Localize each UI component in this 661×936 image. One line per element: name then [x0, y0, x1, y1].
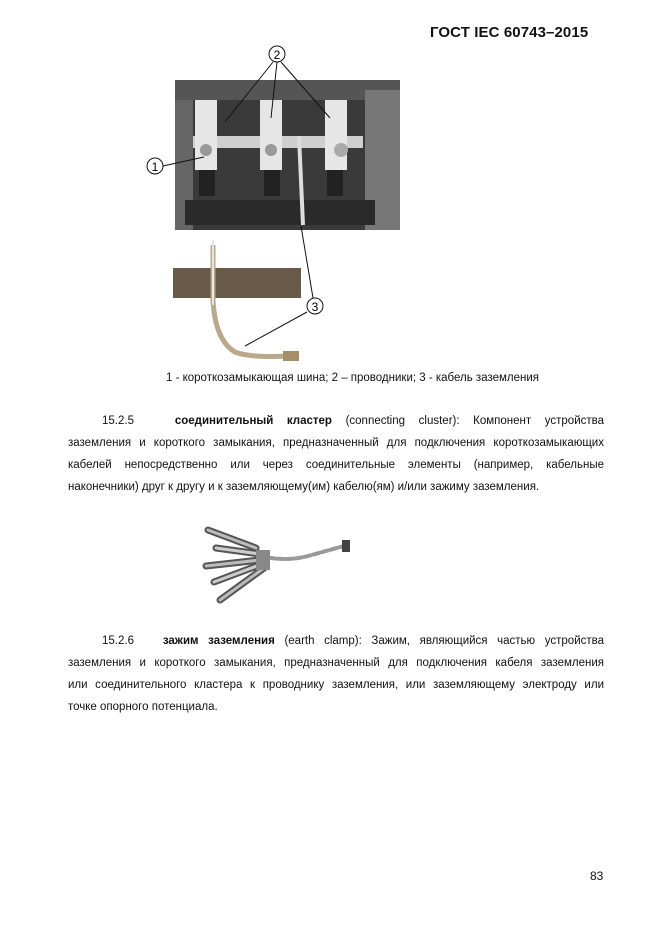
callout-3: 3 [311, 300, 319, 314]
figure-shorting-bar-photo [165, 40, 415, 370]
para-line: или соединительного кластера к проводнику заземления, или заземляющему электроду или [68, 679, 604, 691]
para-line: точке опорного потенциала. [68, 701, 218, 713]
callout-1-marker [146, 154, 206, 178]
para-line [68, 410, 604, 432]
term-earth-clamp: зажим заземления [162, 635, 275, 647]
section-15-2-6 [68, 630, 604, 718]
para-line: кабелей непосредственно или через соединительные элементы (например, кабельные [68, 459, 604, 471]
figure1-caption: 1 - короткозамыкающая шина; 2 – проводники; 3 - кабель заземления [165, 372, 540, 384]
clause-number: 15.2.6 [102, 635, 134, 647]
document-header: ГОСТ IEC 60743–2015 [430, 24, 589, 41]
page-number: 83 [590, 869, 604, 883]
callout-1: 1 [151, 160, 159, 174]
figure-connecting-cluster-photo [196, 518, 356, 610]
section-15-2-5 [68, 410, 604, 498]
clause-number: 15.2.5 [102, 415, 134, 427]
callout-2: 2 [273, 48, 281, 62]
term-connecting-cluster: соединительный кластер [174, 415, 332, 427]
para-line: заземления и короткого замыкания, предназначенный для подключения короткозамыкающих [68, 437, 604, 449]
para-text: (connecting cluster): Компонент устройства [345, 415, 605, 427]
para-text: (earth clamp): Зажим, являющийся частью устройства [284, 635, 605, 647]
para-line [68, 630, 604, 652]
para-line: заземления и короткого замыкания, предназначенный для подключения кабеля заземления [68, 657, 604, 669]
para-line: наконечники) друг к другу и к заземляющему(им) кабелю(ям) и/или зажиму заземления. [68, 481, 540, 493]
